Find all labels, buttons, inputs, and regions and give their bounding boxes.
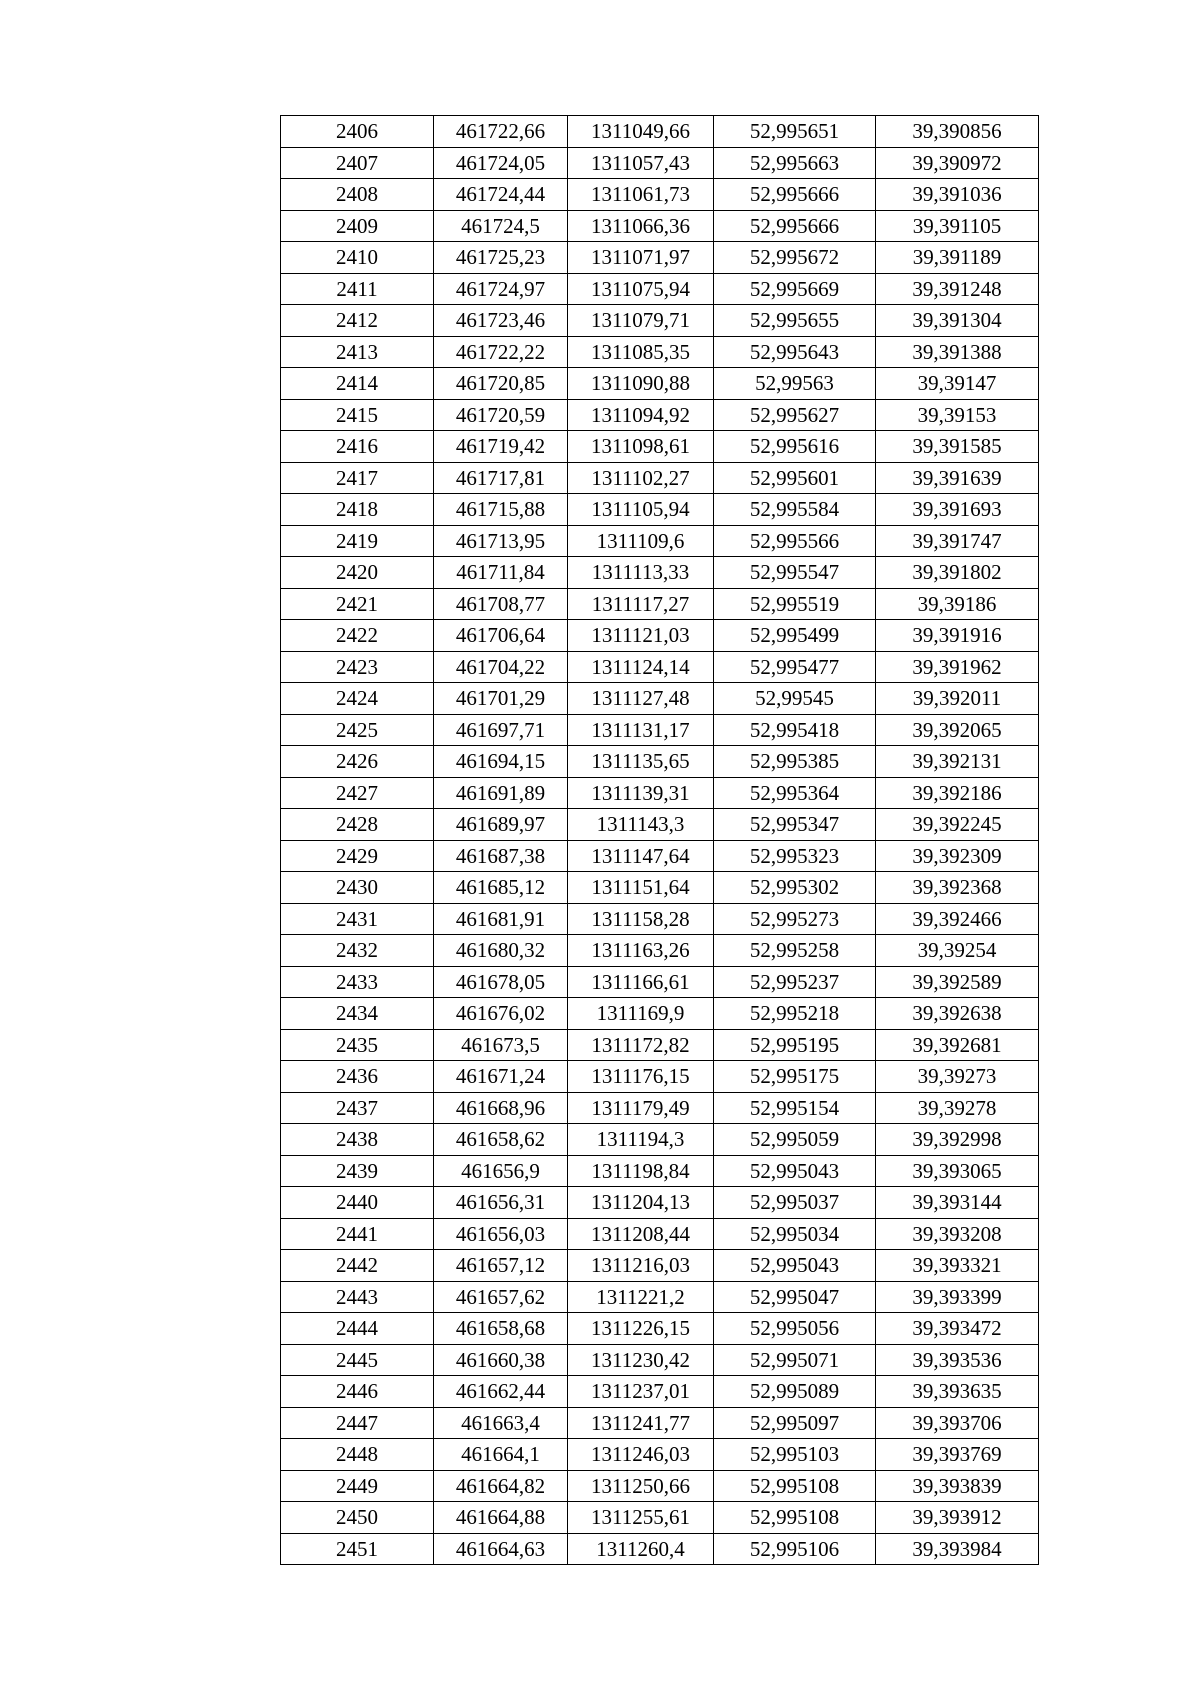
y-coordinate-cell: 1311166,61 xyxy=(568,966,714,998)
y-coordinate-cell: 1311250,66 xyxy=(568,1470,714,1502)
point-number-cell: 2451 xyxy=(281,1533,434,1565)
latitude-cell: 52,995089 xyxy=(714,1376,876,1408)
table-row xyxy=(281,1218,1039,1250)
longitude-cell: 39,391962 xyxy=(876,651,1039,683)
longitude-cell: 39,392466 xyxy=(876,903,1039,935)
latitude-cell: 52,995616 xyxy=(714,431,876,463)
latitude-cell: 52,99563 xyxy=(714,368,876,400)
point-number-cell: 2421 xyxy=(281,588,434,620)
point-number-cell: 2419 xyxy=(281,525,434,557)
point-number-cell: 2434 xyxy=(281,998,434,1030)
y-coordinate-cell: 1311066,36 xyxy=(568,210,714,242)
y-coordinate-cell: 1311098,61 xyxy=(568,431,714,463)
x-coordinate-cell: 461656,31 xyxy=(434,1187,568,1219)
longitude-cell: 39,391585 xyxy=(876,431,1039,463)
table-row xyxy=(281,777,1039,809)
longitude-cell: 39,393208 xyxy=(876,1218,1039,1250)
point-number-cell: 2422 xyxy=(281,620,434,652)
x-coordinate-cell: 461658,62 xyxy=(434,1124,568,1156)
x-coordinate-cell: 461663,4 xyxy=(434,1407,568,1439)
latitude-cell: 52,995218 xyxy=(714,998,876,1030)
longitude-cell: 39,392131 xyxy=(876,746,1039,778)
x-coordinate-cell: 461656,03 xyxy=(434,1218,568,1250)
y-coordinate-cell: 1311260,4 xyxy=(568,1533,714,1565)
x-coordinate-cell: 461662,44 xyxy=(434,1376,568,1408)
table-row xyxy=(281,746,1039,778)
x-coordinate-cell: 461701,29 xyxy=(434,683,568,715)
latitude-cell: 52,995418 xyxy=(714,714,876,746)
latitude-cell: 52,995584 xyxy=(714,494,876,526)
y-coordinate-cell: 1311143,3 xyxy=(568,809,714,841)
latitude-cell: 52,995385 xyxy=(714,746,876,778)
x-coordinate-cell: 461689,97 xyxy=(434,809,568,841)
longitude-cell: 39,391304 xyxy=(876,305,1039,337)
y-coordinate-cell: 1311241,77 xyxy=(568,1407,714,1439)
table-row xyxy=(281,1124,1039,1156)
y-coordinate-cell: 1311075,94 xyxy=(568,273,714,305)
latitude-cell: 52,995672 xyxy=(714,242,876,274)
table-row xyxy=(281,147,1039,179)
point-number-cell: 2436 xyxy=(281,1061,434,1093)
longitude-cell: 39,391036 xyxy=(876,179,1039,211)
x-coordinate-cell: 461723,46 xyxy=(434,305,568,337)
point-number-cell: 2414 xyxy=(281,368,434,400)
latitude-cell: 52,995601 xyxy=(714,462,876,494)
table-row xyxy=(281,1502,1039,1534)
x-coordinate-cell: 461678,05 xyxy=(434,966,568,998)
y-coordinate-cell: 1311071,97 xyxy=(568,242,714,274)
latitude-cell: 52,995655 xyxy=(714,305,876,337)
x-coordinate-cell: 461664,82 xyxy=(434,1470,568,1502)
x-coordinate-cell: 461722,22 xyxy=(434,336,568,368)
longitude-cell: 39,391105 xyxy=(876,210,1039,242)
longitude-cell: 39,392368 xyxy=(876,872,1039,904)
point-number-cell: 2416 xyxy=(281,431,434,463)
latitude-cell: 52,995258 xyxy=(714,935,876,967)
longitude-cell: 39,391693 xyxy=(876,494,1039,526)
y-coordinate-cell: 1311221,2 xyxy=(568,1281,714,1313)
y-coordinate-cell: 1311061,73 xyxy=(568,179,714,211)
table-row xyxy=(281,998,1039,1030)
latitude-cell: 52,995364 xyxy=(714,777,876,809)
longitude-cell: 39,392186 xyxy=(876,777,1039,809)
y-coordinate-cell: 1311179,49 xyxy=(568,1092,714,1124)
x-coordinate-cell: 461656,9 xyxy=(434,1155,568,1187)
x-coordinate-cell: 461668,96 xyxy=(434,1092,568,1124)
point-number-cell: 2418 xyxy=(281,494,434,526)
x-coordinate-cell: 461657,62 xyxy=(434,1281,568,1313)
latitude-cell: 52,995047 xyxy=(714,1281,876,1313)
longitude-cell: 39,392065 xyxy=(876,714,1039,746)
table-row xyxy=(281,1155,1039,1187)
table-row xyxy=(281,431,1039,463)
point-number-cell: 2407 xyxy=(281,147,434,179)
longitude-cell: 39,390972 xyxy=(876,147,1039,179)
point-number-cell: 2426 xyxy=(281,746,434,778)
table-row xyxy=(281,809,1039,841)
y-coordinate-cell: 1311113,33 xyxy=(568,557,714,589)
longitude-cell: 39,393912 xyxy=(876,1502,1039,1534)
table-row xyxy=(281,1439,1039,1471)
y-coordinate-cell: 1311117,27 xyxy=(568,588,714,620)
table-row xyxy=(281,494,1039,526)
y-coordinate-cell: 1311172,82 xyxy=(568,1029,714,1061)
latitude-cell: 52,995519 xyxy=(714,588,876,620)
latitude-cell: 52,995477 xyxy=(714,651,876,683)
y-coordinate-cell: 1311208,44 xyxy=(568,1218,714,1250)
table-row xyxy=(281,1344,1039,1376)
latitude-cell: 52,995643 xyxy=(714,336,876,368)
longitude-cell: 39,393144 xyxy=(876,1187,1039,1219)
y-coordinate-cell: 1311163,26 xyxy=(568,935,714,967)
longitude-cell: 39,391189 xyxy=(876,242,1039,274)
x-coordinate-cell: 461720,85 xyxy=(434,368,568,400)
point-number-cell: 2410 xyxy=(281,242,434,274)
point-number-cell: 2415 xyxy=(281,399,434,431)
point-number-cell: 2449 xyxy=(281,1470,434,1502)
y-coordinate-cell: 1311198,84 xyxy=(568,1155,714,1187)
longitude-cell: 39,39153 xyxy=(876,399,1039,431)
x-coordinate-cell: 461697,71 xyxy=(434,714,568,746)
x-coordinate-cell: 461724,44 xyxy=(434,179,568,211)
point-number-cell: 2437 xyxy=(281,1092,434,1124)
x-coordinate-cell: 461658,68 xyxy=(434,1313,568,1345)
x-coordinate-cell: 461676,02 xyxy=(434,998,568,1030)
latitude-cell: 52,995154 xyxy=(714,1092,876,1124)
longitude-cell: 39,393839 xyxy=(876,1470,1039,1502)
y-coordinate-cell: 1311057,43 xyxy=(568,147,714,179)
longitude-cell: 39,390856 xyxy=(876,116,1039,148)
point-number-cell: 2413 xyxy=(281,336,434,368)
x-coordinate-cell: 461657,12 xyxy=(434,1250,568,1282)
x-coordinate-cell: 461671,24 xyxy=(434,1061,568,1093)
y-coordinate-cell: 1311131,17 xyxy=(568,714,714,746)
y-coordinate-cell: 1311109,6 xyxy=(568,525,714,557)
point-number-cell: 2438 xyxy=(281,1124,434,1156)
x-coordinate-cell: 461713,95 xyxy=(434,525,568,557)
latitude-cell: 52,995666 xyxy=(714,210,876,242)
longitude-cell: 39,393635 xyxy=(876,1376,1039,1408)
longitude-cell: 39,391248 xyxy=(876,273,1039,305)
y-coordinate-cell: 1311237,01 xyxy=(568,1376,714,1408)
coordinates-table xyxy=(280,115,1039,1565)
x-coordinate-cell: 461715,88 xyxy=(434,494,568,526)
latitude-cell: 52,995108 xyxy=(714,1502,876,1534)
x-coordinate-cell: 461706,64 xyxy=(434,620,568,652)
table-row xyxy=(281,588,1039,620)
x-coordinate-cell: 461719,42 xyxy=(434,431,568,463)
longitude-cell: 39,391388 xyxy=(876,336,1039,368)
longitude-cell: 39,393321 xyxy=(876,1250,1039,1282)
latitude-cell: 52,995273 xyxy=(714,903,876,935)
point-number-cell: 2439 xyxy=(281,1155,434,1187)
y-coordinate-cell: 1311049,66 xyxy=(568,116,714,148)
point-number-cell: 2441 xyxy=(281,1218,434,1250)
y-coordinate-cell: 1311158,28 xyxy=(568,903,714,935)
latitude-cell: 52,995323 xyxy=(714,840,876,872)
longitude-cell: 39,391916 xyxy=(876,620,1039,652)
table-row xyxy=(281,525,1039,557)
point-number-cell: 2417 xyxy=(281,462,434,494)
coordinates-table-body xyxy=(281,116,1039,1565)
latitude-cell: 52,995106 xyxy=(714,1533,876,1565)
table-row xyxy=(281,242,1039,274)
x-coordinate-cell: 461704,22 xyxy=(434,651,568,683)
table-row xyxy=(281,1376,1039,1408)
y-coordinate-cell: 1311079,71 xyxy=(568,305,714,337)
longitude-cell: 39,392589 xyxy=(876,966,1039,998)
y-coordinate-cell: 1311121,03 xyxy=(568,620,714,652)
y-coordinate-cell: 1311194,3 xyxy=(568,1124,714,1156)
x-coordinate-cell: 461680,32 xyxy=(434,935,568,967)
x-coordinate-cell: 461681,91 xyxy=(434,903,568,935)
table-row xyxy=(281,305,1039,337)
latitude-cell: 52,995043 xyxy=(714,1250,876,1282)
table-row xyxy=(281,872,1039,904)
longitude-cell: 39,392011 xyxy=(876,683,1039,715)
longitude-cell: 39,391747 xyxy=(876,525,1039,557)
longitude-cell: 39,391802 xyxy=(876,557,1039,589)
table-row xyxy=(281,399,1039,431)
y-coordinate-cell: 1311255,61 xyxy=(568,1502,714,1534)
point-number-cell: 2443 xyxy=(281,1281,434,1313)
x-coordinate-cell: 461691,89 xyxy=(434,777,568,809)
longitude-cell: 39,39273 xyxy=(876,1061,1039,1093)
x-coordinate-cell: 461664,63 xyxy=(434,1533,568,1565)
point-number-cell: 2445 xyxy=(281,1344,434,1376)
y-coordinate-cell: 1311090,88 xyxy=(568,368,714,400)
latitude-cell: 52,99545 xyxy=(714,683,876,715)
x-coordinate-cell: 461717,81 xyxy=(434,462,568,494)
x-coordinate-cell: 461708,77 xyxy=(434,588,568,620)
x-coordinate-cell: 461687,38 xyxy=(434,840,568,872)
latitude-cell: 52,995669 xyxy=(714,273,876,305)
x-coordinate-cell: 461724,5 xyxy=(434,210,568,242)
x-coordinate-cell: 461720,59 xyxy=(434,399,568,431)
latitude-cell: 52,995034 xyxy=(714,1218,876,1250)
y-coordinate-cell: 1311151,64 xyxy=(568,872,714,904)
table-row xyxy=(281,935,1039,967)
table-row xyxy=(281,462,1039,494)
y-coordinate-cell: 1311176,15 xyxy=(568,1061,714,1093)
latitude-cell: 52,995097 xyxy=(714,1407,876,1439)
latitude-cell: 52,995037 xyxy=(714,1187,876,1219)
y-coordinate-cell: 1311102,27 xyxy=(568,462,714,494)
latitude-cell: 52,995237 xyxy=(714,966,876,998)
point-number-cell: 2412 xyxy=(281,305,434,337)
latitude-cell: 52,995175 xyxy=(714,1061,876,1093)
longitude-cell: 39,392309 xyxy=(876,840,1039,872)
longitude-cell: 39,393769 xyxy=(876,1439,1039,1471)
y-coordinate-cell: 1311085,35 xyxy=(568,336,714,368)
x-coordinate-cell: 461664,1 xyxy=(434,1439,568,1471)
point-number-cell: 2446 xyxy=(281,1376,434,1408)
y-coordinate-cell: 1311204,13 xyxy=(568,1187,714,1219)
longitude-cell: 39,393065 xyxy=(876,1155,1039,1187)
point-number-cell: 2408 xyxy=(281,179,434,211)
table-row xyxy=(281,966,1039,998)
y-coordinate-cell: 1311226,15 xyxy=(568,1313,714,1345)
table-row xyxy=(281,336,1039,368)
x-coordinate-cell: 461685,12 xyxy=(434,872,568,904)
point-number-cell: 2432 xyxy=(281,935,434,967)
x-coordinate-cell: 461725,23 xyxy=(434,242,568,274)
point-number-cell: 2428 xyxy=(281,809,434,841)
longitude-cell: 39,392998 xyxy=(876,1124,1039,1156)
point-number-cell: 2429 xyxy=(281,840,434,872)
table-row xyxy=(281,1029,1039,1061)
x-coordinate-cell: 461694,15 xyxy=(434,746,568,778)
point-number-cell: 2409 xyxy=(281,210,434,242)
y-coordinate-cell: 1311139,31 xyxy=(568,777,714,809)
point-number-cell: 2427 xyxy=(281,777,434,809)
table-row xyxy=(281,1470,1039,1502)
point-number-cell: 2450 xyxy=(281,1502,434,1534)
longitude-cell: 39,393472 xyxy=(876,1313,1039,1345)
latitude-cell: 52,995108 xyxy=(714,1470,876,1502)
y-coordinate-cell: 1311127,48 xyxy=(568,683,714,715)
table-row xyxy=(281,714,1039,746)
point-number-cell: 2444 xyxy=(281,1313,434,1345)
latitude-cell: 52,995627 xyxy=(714,399,876,431)
latitude-cell: 52,995302 xyxy=(714,872,876,904)
longitude-cell: 39,391639 xyxy=(876,462,1039,494)
y-coordinate-cell: 1311230,42 xyxy=(568,1344,714,1376)
table-row xyxy=(281,620,1039,652)
longitude-cell: 39,392245 xyxy=(876,809,1039,841)
longitude-cell: 39,393706 xyxy=(876,1407,1039,1439)
x-coordinate-cell: 461724,05 xyxy=(434,147,568,179)
latitude-cell: 52,995103 xyxy=(714,1439,876,1471)
latitude-cell: 52,995347 xyxy=(714,809,876,841)
y-coordinate-cell: 1311105,94 xyxy=(568,494,714,526)
latitude-cell: 52,995195 xyxy=(714,1029,876,1061)
x-coordinate-cell: 461660,38 xyxy=(434,1344,568,1376)
longitude-cell: 39,393536 xyxy=(876,1344,1039,1376)
y-coordinate-cell: 1311124,14 xyxy=(568,651,714,683)
longitude-cell: 39,393984 xyxy=(876,1533,1039,1565)
latitude-cell: 52,995071 xyxy=(714,1344,876,1376)
latitude-cell: 52,995547 xyxy=(714,557,876,589)
x-coordinate-cell: 461664,88 xyxy=(434,1502,568,1534)
y-coordinate-cell: 1311246,03 xyxy=(568,1439,714,1471)
point-number-cell: 2423 xyxy=(281,651,434,683)
table-row xyxy=(281,557,1039,589)
point-number-cell: 2406 xyxy=(281,116,434,148)
y-coordinate-cell: 1311169,9 xyxy=(568,998,714,1030)
x-coordinate-cell: 461724,97 xyxy=(434,273,568,305)
table-row xyxy=(281,273,1039,305)
latitude-cell: 52,995566 xyxy=(714,525,876,557)
table-row xyxy=(281,903,1039,935)
latitude-cell: 52,995056 xyxy=(714,1313,876,1345)
longitude-cell: 39,39278 xyxy=(876,1092,1039,1124)
table-row xyxy=(281,368,1039,400)
longitude-cell: 39,392681 xyxy=(876,1029,1039,1061)
table-row xyxy=(281,116,1039,148)
latitude-cell: 52,995663 xyxy=(714,147,876,179)
y-coordinate-cell: 1311216,03 xyxy=(568,1250,714,1282)
point-number-cell: 2430 xyxy=(281,872,434,904)
table-row xyxy=(281,1092,1039,1124)
latitude-cell: 52,995043 xyxy=(714,1155,876,1187)
point-number-cell: 2440 xyxy=(281,1187,434,1219)
point-number-cell: 2431 xyxy=(281,903,434,935)
longitude-cell: 39,39254 xyxy=(876,935,1039,967)
longitude-cell: 39,392638 xyxy=(876,998,1039,1030)
table-row xyxy=(281,1281,1039,1313)
table-row xyxy=(281,1187,1039,1219)
latitude-cell: 52,995059 xyxy=(714,1124,876,1156)
y-coordinate-cell: 1311135,65 xyxy=(568,746,714,778)
x-coordinate-cell: 461711,84 xyxy=(434,557,568,589)
longitude-cell: 39,39147 xyxy=(876,368,1039,400)
table-row xyxy=(281,683,1039,715)
point-number-cell: 2411 xyxy=(281,273,434,305)
table-row xyxy=(281,1250,1039,1282)
point-number-cell: 2448 xyxy=(281,1439,434,1471)
latitude-cell: 52,995499 xyxy=(714,620,876,652)
x-coordinate-cell: 461673,5 xyxy=(434,1029,568,1061)
x-coordinate-cell: 461722,66 xyxy=(434,116,568,148)
y-coordinate-cell: 1311094,92 xyxy=(568,399,714,431)
point-number-cell: 2424 xyxy=(281,683,434,715)
table-row xyxy=(281,1533,1039,1565)
latitude-cell: 52,995651 xyxy=(714,116,876,148)
table-row xyxy=(281,651,1039,683)
table-row xyxy=(281,1061,1039,1093)
table-row xyxy=(281,1407,1039,1439)
point-number-cell: 2425 xyxy=(281,714,434,746)
longitude-cell: 39,393399 xyxy=(876,1281,1039,1313)
point-number-cell: 2447 xyxy=(281,1407,434,1439)
table-row xyxy=(281,1313,1039,1345)
longitude-cell: 39,39186 xyxy=(876,588,1039,620)
point-number-cell: 2435 xyxy=(281,1029,434,1061)
table-row xyxy=(281,210,1039,242)
point-number-cell: 2442 xyxy=(281,1250,434,1282)
point-number-cell: 2433 xyxy=(281,966,434,998)
table-row xyxy=(281,840,1039,872)
y-coordinate-cell: 1311147,64 xyxy=(568,840,714,872)
table-row xyxy=(281,179,1039,211)
point-number-cell: 2420 xyxy=(281,557,434,589)
latitude-cell: 52,995666 xyxy=(714,179,876,211)
